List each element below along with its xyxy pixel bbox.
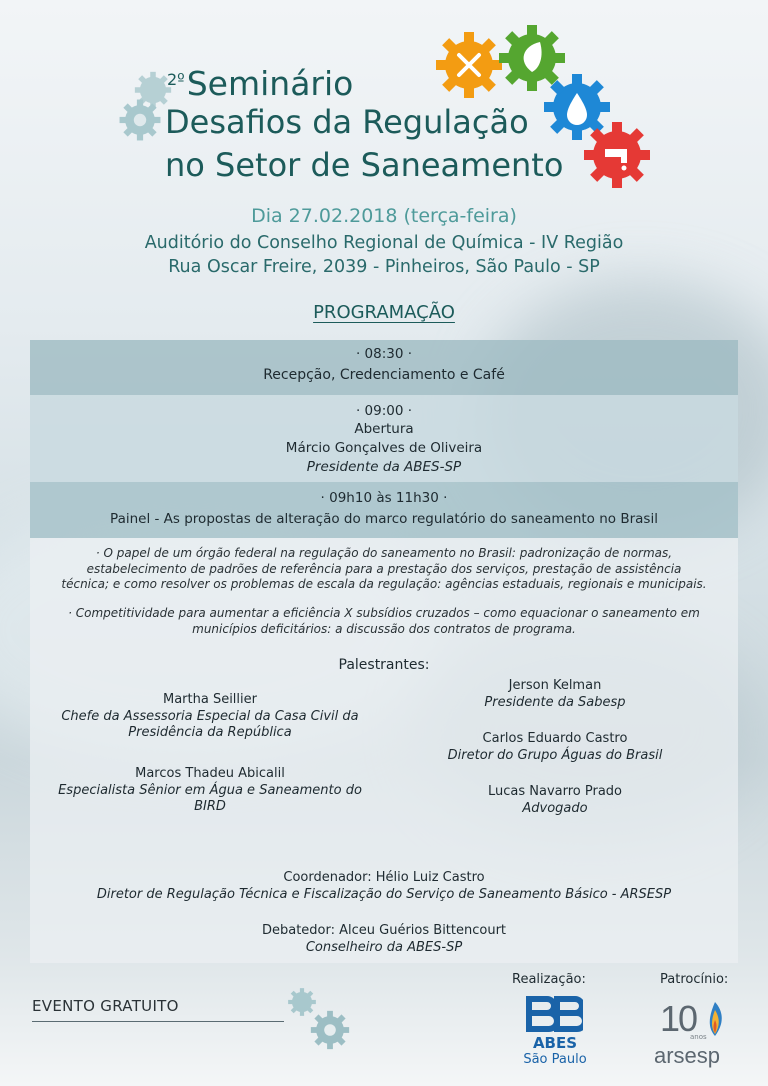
topic-line: municípios deficitários: a discussão dos contratos de programa.	[192, 621, 576, 636]
seminar-title-line3: no Setor de Saneamento	[165, 146, 564, 184]
event-address: Rua Oscar Freire, 2039 - Pinheiros, São Paulo - SP	[168, 257, 600, 277]
panel-topic-1	[40, 546, 728, 593]
seminar-title-line1	[167, 64, 353, 103]
footer-divider	[32, 1021, 284, 1022]
arsesp-anos: anos	[690, 1033, 707, 1041]
speaker-role: Chefe da Assessoria Especial da Casa Civil da	[61, 708, 359, 724]
abes-city: São Paulo	[523, 1052, 587, 1067]
water-drop-gear-icon	[544, 74, 610, 140]
slot-speaker-role: Presidente da ABES-SP	[306, 459, 462, 475]
tools-gear-icon	[436, 32, 502, 98]
slot-speaker: Márcio Gonçalves de Oliveira	[285, 440, 483, 456]
topic-line: estabelecimento de padrões de referência para a prestação dos serviços, prestação de assistência	[86, 561, 682, 576]
edition-number: 2º	[167, 70, 185, 89]
coordinator-role: Diretor de Regulação Técnica e Fiscalização do Serviço de Saneamento Básico - ARSESP	[96, 886, 672, 902]
slot-time: · 08:30 ·	[355, 346, 413, 362]
realizacao-label: Realização:	[512, 972, 586, 987]
speaker-martha	[40, 692, 380, 742]
speaker-jerson	[400, 678, 710, 711]
event-date: Dia 27.02.2018 (terça-feira)	[251, 205, 517, 227]
slot-title: Painel - As propostas de alteração do marco regulatório do saneamento no Brasil	[110, 511, 658, 527]
speaker-role: Presidência da República	[128, 725, 292, 740]
speaker-role: Diretor do Grupo Águas do Brasil	[447, 747, 663, 763]
seminar-word: Seminário	[186, 64, 354, 103]
speaker-name: Lucas Navarro Prado	[487, 784, 622, 799]
slot-time: · 09h10 às 11h30 ·	[320, 490, 448, 506]
speaker-role: Advogado	[522, 800, 588, 816]
slot-time: · 09:00 ·	[355, 403, 413, 419]
abes-logo-icon	[523, 995, 583, 1033]
speaker-name: Martha Seillier	[162, 692, 257, 707]
topic-line: técnica; e como resolver os problemas de escala da regulação: agências estaduais, regionais e municipais.	[61, 577, 707, 591]
speaker-name: Jerson Kelman	[508, 678, 602, 693]
panel-topic-2	[40, 606, 728, 637]
speaker-role: Presidente da Sabesp	[484, 694, 626, 710]
speaker-carlos	[400, 731, 710, 764]
debater	[0, 923, 768, 956]
coordinator	[0, 870, 768, 903]
debater-name: Debatedor: Alceu Guérios Bittencourt	[261, 923, 507, 938]
slot-title: Abertura	[354, 421, 414, 437]
leaf-gear-icon	[499, 25, 565, 91]
program-heading: PROGRAMAÇÃO	[313, 302, 455, 323]
debater-role: Conselheiro da ABES-SP	[305, 939, 463, 955]
speaker-name: Marcos Thadeu Abicalil	[135, 766, 285, 781]
speaker-role: Especialista Sênior em Água e Saneamento do	[58, 782, 362, 798]
speaker-lucas	[400, 784, 710, 817]
speakers-heading: Palestrantes:	[338, 657, 430, 673]
coordinator-name: Coordenador: Hélio Luiz Castro	[283, 870, 485, 885]
program-slot-1	[30, 340, 738, 395]
slot-title: Recepção, Credenciamento e Café	[263, 367, 505, 383]
program-slot-2	[30, 395, 738, 482]
arsesp-name: arsesp	[654, 1043, 721, 1068]
speaker-name: Carlos Eduardo Castro	[482, 731, 628, 746]
patrocinio-label: Patrocínio:	[660, 972, 729, 987]
faded-gear-icon	[120, 100, 161, 141]
abes-name: ABES	[532, 1034, 578, 1052]
footer-gears-graphic	[280, 980, 360, 1060]
topic-line: · O papel de um órgão federal na regulação do saneamento no Brasil: padronização de normas,	[95, 546, 673, 560]
seminar-title-line2: Desafios da Regulação	[165, 103, 529, 141]
speaker-role: BIRD	[194, 799, 226, 814]
topic-line: · Competitividade para aumentar a eficiência X subsídios cruzados – como equacionar o saneamento em	[68, 606, 700, 620]
program-slot-3	[30, 482, 738, 538]
free-event-label: EVENTO GRATUITO	[32, 997, 179, 1015]
speaker-marcos	[40, 766, 380, 816]
event-venue: Auditório do Conselho Regional de Química - IV Região	[144, 233, 624, 253]
faucet-gear-icon	[584, 122, 650, 188]
arsesp-years: 10	[660, 998, 697, 1039]
